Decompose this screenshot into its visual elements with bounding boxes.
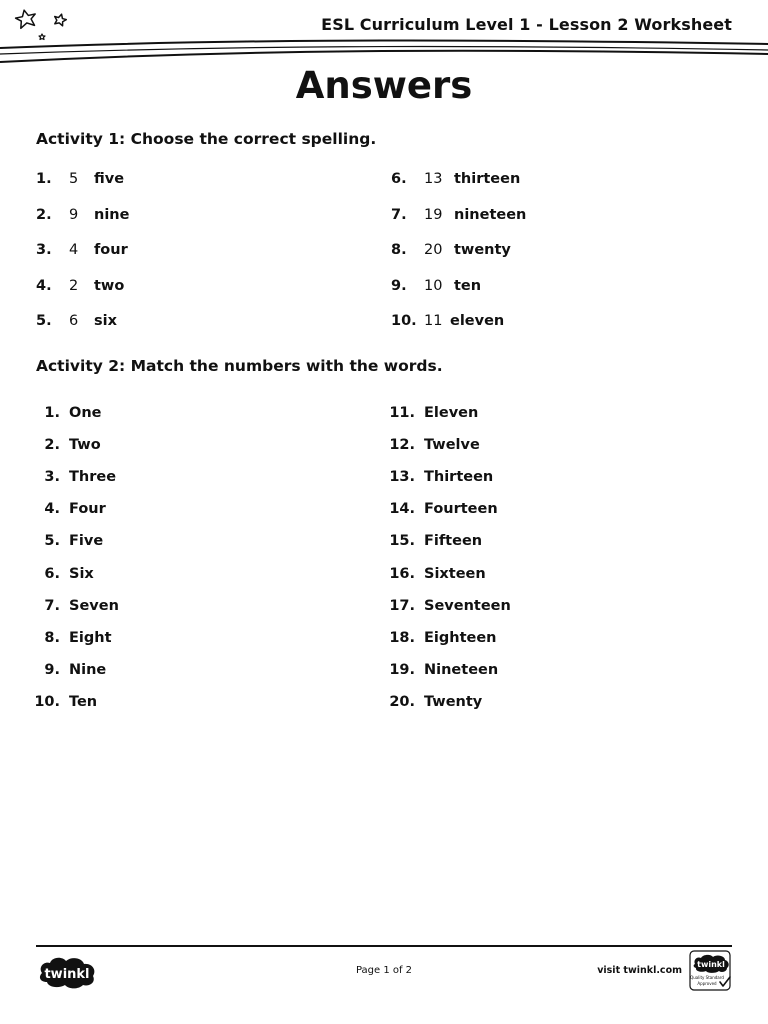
page-number: Page 1 of 2 xyxy=(355,965,413,976)
item-number: 7. xyxy=(44,598,60,614)
item-answer: Three xyxy=(69,469,117,485)
item-number: 16. xyxy=(389,566,415,582)
item-answer: Seventeen xyxy=(424,598,511,614)
item-answer: Nineteen xyxy=(424,662,499,678)
activity2-item xyxy=(0,628,497,648)
activity2-item xyxy=(0,660,499,680)
item-digit: 13 xyxy=(424,171,443,187)
item-number: 4. xyxy=(36,278,52,294)
item-answer: Eleven xyxy=(424,405,479,421)
activity2-item xyxy=(0,692,483,712)
badge-brand: twinkl xyxy=(697,960,725,969)
item-answer: nineteen xyxy=(454,207,527,223)
activity1-title: Activity 1: Choose the correct spelling. xyxy=(36,130,377,148)
item-number: 9. xyxy=(391,278,407,294)
item-answer: Eight xyxy=(69,630,112,646)
item-answer: One xyxy=(69,405,102,421)
page-title: Answers xyxy=(295,64,473,107)
item-number: 10. xyxy=(391,313,417,329)
item-number: 10. xyxy=(34,694,60,710)
item-number: 5. xyxy=(36,313,52,329)
item-number: 9. xyxy=(44,662,60,678)
item-number: 13. xyxy=(389,469,415,485)
visit-link[interactable]: visit twinkl.com xyxy=(597,965,682,976)
item-digit: 2 xyxy=(69,278,79,294)
item-digit: 9 xyxy=(69,207,79,223)
item-answer: Twenty xyxy=(424,694,483,710)
item-answer: Thirteen xyxy=(424,469,494,485)
item-number: 1. xyxy=(36,171,52,187)
item-answer: Eighteen xyxy=(424,630,497,646)
item-digit: 6 xyxy=(69,313,79,329)
item-number: 3. xyxy=(36,242,52,258)
item-answer: Nine xyxy=(69,662,107,678)
item-answer: Twelve xyxy=(424,437,480,453)
item-answer: nine xyxy=(94,207,130,223)
item-digit: 4 xyxy=(69,242,79,258)
badge-line2: Approved xyxy=(697,981,717,986)
item-answer: ten xyxy=(454,278,482,294)
quality-badge-icon xyxy=(689,950,733,992)
item-number: 6. xyxy=(44,566,60,582)
footer-divider xyxy=(36,945,732,947)
item-number: 3. xyxy=(44,469,60,485)
item-number: 18. xyxy=(389,630,415,646)
item-answer: Five xyxy=(69,533,104,549)
item-number: 8. xyxy=(44,630,60,646)
item-answer: Seven xyxy=(69,598,119,614)
item-number: 2. xyxy=(44,437,60,453)
item-answer: five xyxy=(94,171,125,187)
item-answer: Fifteen xyxy=(424,533,483,549)
item-digit: 19 xyxy=(424,207,443,223)
activity2-item xyxy=(0,596,511,616)
badge-line1: Quality Standard xyxy=(690,975,724,980)
item-answer: eleven xyxy=(450,313,505,329)
logo-text: twinkl xyxy=(44,967,90,982)
activity2-item xyxy=(0,435,480,455)
item-number: 1. xyxy=(44,405,60,421)
activity2-title: Activity 2: Match the numbers with the words. xyxy=(36,357,443,375)
item-number: 4. xyxy=(44,501,60,517)
header-title: ESL Curriculum Level 1 - Lesson 2 Worksheet xyxy=(321,15,732,34)
item-answer: Six xyxy=(69,566,94,582)
item-answer: four xyxy=(94,242,128,258)
item-digit: 5 xyxy=(69,171,79,187)
item-number: 6. xyxy=(391,171,407,187)
item-answer: six xyxy=(94,313,117,329)
item-number: 8. xyxy=(391,242,407,258)
item-digit: 20 xyxy=(424,242,443,258)
item-answer: Four xyxy=(69,501,106,517)
item-number: 2. xyxy=(36,207,52,223)
item-number: 17. xyxy=(389,598,415,614)
item-number: 15. xyxy=(389,533,415,549)
item-answer: Fourteen xyxy=(424,501,498,517)
item-answer: twenty xyxy=(454,242,511,258)
item-digit: 10 xyxy=(424,278,443,294)
item-number: 11. xyxy=(389,405,415,421)
item-number: 14. xyxy=(389,501,415,517)
item-number: 19. xyxy=(389,662,415,678)
item-number: 12. xyxy=(389,437,415,453)
activity2-item xyxy=(0,564,486,584)
item-number: 7. xyxy=(391,207,407,223)
item-answer: Sixteen xyxy=(424,566,486,582)
item-digit: 11 xyxy=(424,313,443,329)
activity2-item xyxy=(0,467,494,487)
item-answer: Ten xyxy=(69,694,98,710)
item-answer: two xyxy=(94,278,125,294)
activity2-item xyxy=(0,499,498,519)
item-number: 20. xyxy=(389,694,415,710)
activity2-item xyxy=(0,531,483,551)
activity2-item xyxy=(0,403,479,423)
item-number: 5. xyxy=(44,533,60,549)
item-answer: Two xyxy=(69,437,101,453)
item-answer: thirteen xyxy=(454,171,521,187)
